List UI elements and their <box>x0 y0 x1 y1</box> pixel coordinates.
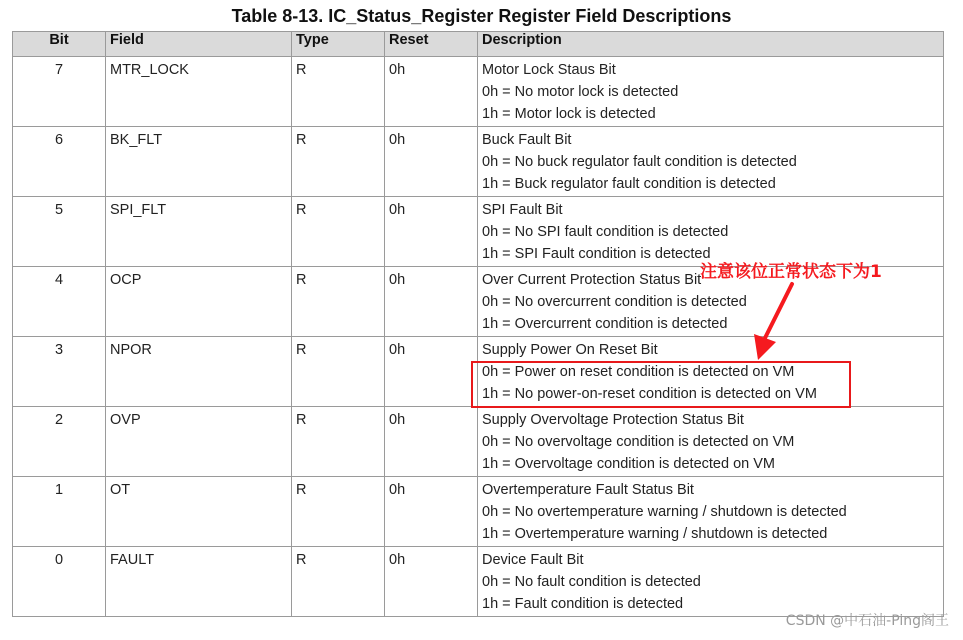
annotation-note: 注意该位正常状态下为1 <box>700 262 882 282</box>
table-row <box>13 197 944 267</box>
cell-type: R <box>292 127 385 197</box>
description-title: Overtemperature Fault Status Bit <box>482 482 694 498</box>
cell-reset: 0h <box>385 267 478 337</box>
cell-type: R <box>292 197 385 267</box>
description-title: Over Current Protection Status Bit <box>482 272 702 288</box>
table-row <box>13 407 944 477</box>
cell-field: BK_FLT <box>106 127 292 197</box>
description-value-line: 1h = No power-on-reset condition is detected on VM <box>482 386 817 402</box>
cell-field: NPOR <box>106 337 292 407</box>
cell-type: R <box>292 477 385 547</box>
description-value-line: 0h = No SPI fault condition is detected <box>482 224 729 240</box>
table-row <box>13 547 944 617</box>
description-value-line: 0h = No overtemperature warning / shutdown is detected <box>482 504 847 520</box>
cell-bit: 4 <box>13 267 106 337</box>
description-value-line: 1h = Overtemperature warning / shutdown is detected <box>482 526 828 542</box>
description-title: SPI Fault Bit <box>482 202 563 218</box>
description-value-line: 1h = Fault condition is detected <box>482 596 684 612</box>
table-row <box>13 127 944 197</box>
cell-reset: 0h <box>385 127 478 197</box>
cell-bit: 7 <box>13 57 106 127</box>
header-bit: Bit <box>13 32 106 57</box>
description-value-line: 0h = No buck regulator fault condition is detected <box>482 154 797 170</box>
cell-type: R <box>292 407 385 477</box>
cell-reset: 0h <box>385 57 478 127</box>
cell-field: OT <box>106 477 292 547</box>
description-value-line: 0h = Power on reset condition is detected on VM <box>482 364 795 380</box>
cell-description <box>478 197 944 267</box>
cell-bit: 0 <box>13 547 106 617</box>
description-value-line: 0h = No fault condition is detected <box>482 574 701 590</box>
description-title: Supply Power On Reset Bit <box>482 342 658 358</box>
annotation-arrow <box>740 278 800 364</box>
description-value-line: 0h = No motor lock is detected <box>482 84 679 100</box>
cell-bit: 6 <box>13 127 106 197</box>
description-value-line: 0h = No overvoltage condition is detected on VM <box>482 434 795 450</box>
table-row <box>13 57 944 127</box>
header-reset: Reset <box>385 32 478 57</box>
cell-field: SPI_FLT <box>106 197 292 267</box>
description-value-line: 1h = SPI Fault condition is detected <box>482 246 711 262</box>
description-value-line: 1h = Buck regulator fault condition is detected <box>482 176 776 192</box>
header-field: Field <box>106 32 292 57</box>
cell-type: R <box>292 267 385 337</box>
cell-field: FAULT <box>106 547 292 617</box>
cell-bit: 3 <box>13 337 106 407</box>
cell-bit: 5 <box>13 197 106 267</box>
watermark: CSDN @中石油-Ping阁王 <box>785 613 949 629</box>
cell-field: OVP <box>106 407 292 477</box>
description-title: Motor Lock Staus Bit <box>482 62 616 78</box>
cell-description <box>478 57 944 127</box>
description-value-line: 0h = No overcurrent condition is detected <box>482 294 747 310</box>
cell-field: MTR_LOCK <box>106 57 292 127</box>
table-header-row <box>13 32 944 57</box>
cell-bit: 1 <box>13 477 106 547</box>
description-title: Supply Overvoltage Protection Status Bit <box>482 412 744 428</box>
header-description: Description <box>478 32 944 57</box>
cell-reset: 0h <box>385 477 478 547</box>
cell-reset: 0h <box>385 547 478 617</box>
cell-type: R <box>292 57 385 127</box>
cell-reset: 0h <box>385 197 478 267</box>
table-row <box>13 477 944 547</box>
cell-reset: 0h <box>385 407 478 477</box>
cell-bit: 2 <box>13 407 106 477</box>
description-title: Buck Fault Bit <box>482 132 572 148</box>
table-title: Table 8-13. IC_Status_Register Register Field Descriptions <box>231 6 732 26</box>
cell-description <box>478 127 944 197</box>
cell-field: OCP <box>106 267 292 337</box>
description-value-line: 1h = Motor lock is detected <box>482 106 656 122</box>
description-value-line: 1h = Overvoltage condition is detected on VM <box>482 456 775 472</box>
cell-type: R <box>292 337 385 407</box>
cell-reset: 0h <box>385 337 478 407</box>
description-value-line: 1h = Overcurrent condition is detected <box>482 316 728 332</box>
cell-description <box>478 547 944 617</box>
cell-description <box>478 407 944 477</box>
register-field-table <box>12 31 944 617</box>
cell-description <box>478 477 944 547</box>
header-type: Type <box>292 32 385 57</box>
description-title: Device Fault Bit <box>482 552 584 568</box>
cell-type: R <box>292 547 385 617</box>
npor-highlight-box <box>471 361 851 408</box>
